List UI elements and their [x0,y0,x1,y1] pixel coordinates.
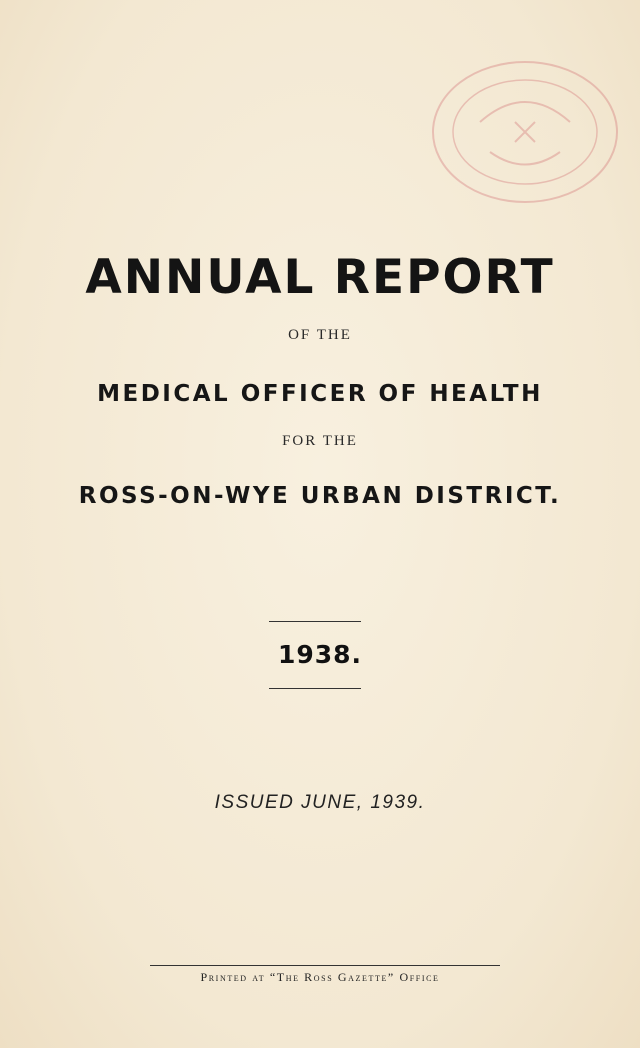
printer-divider [150,965,500,966]
library-stamp-icon [420,52,620,212]
report-title: ANNUAL REPORT [85,250,555,305]
for-the-text: FOR THE [282,433,358,449]
printer-credit: Printed at “The Ross Gazette” Office [200,970,440,984]
issue-date: ISSUED JUNE, 1939. [214,792,426,813]
officer-heading: MEDICAL OFFICER OF HEALTH [97,381,543,407]
district-heading: ROSS-ON-WYE URBAN DISTRICT. [78,483,562,509]
of-the-text: OF THE [288,327,352,343]
report-year: 1938. [277,640,363,669]
top-divider [269,621,361,622]
bottom-divider [269,688,361,689]
